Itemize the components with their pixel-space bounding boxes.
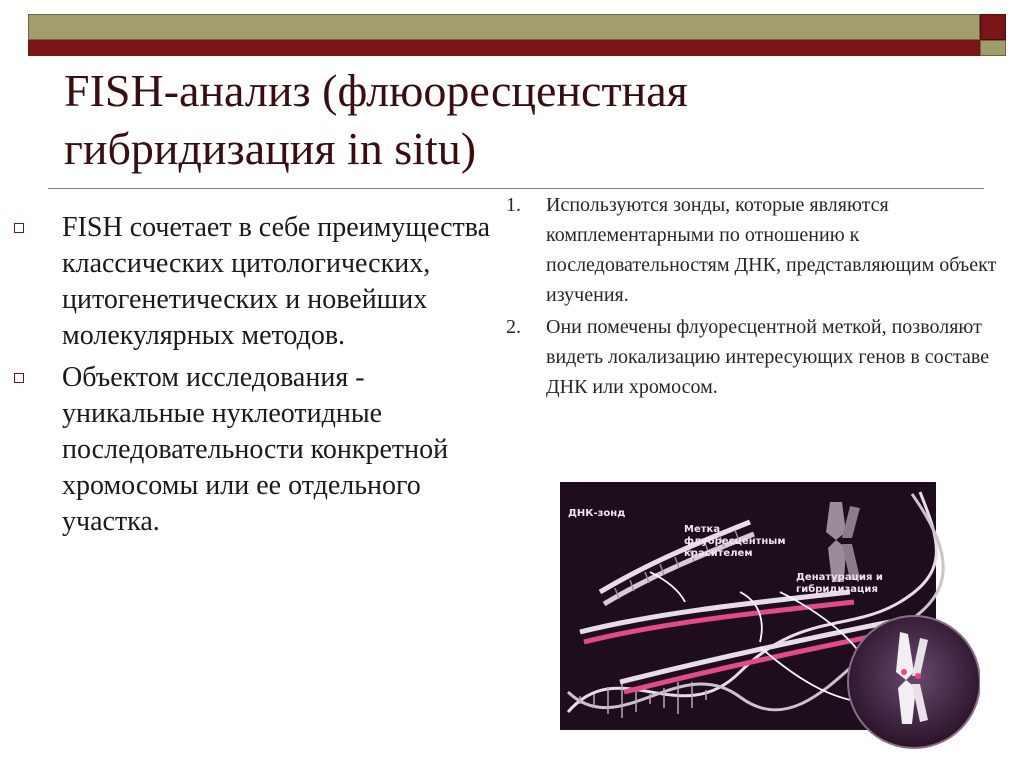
item-text: Используются зонды, которые являются комплементарными по отношению к последовательностям ДНК, представляющим объект изучения. xyxy=(546,194,997,306)
dna-ribbon xyxy=(580,592,850,632)
square-bullet-icon xyxy=(14,223,24,233)
numbered-list xyxy=(506,190,1006,404)
header-decor-olive-bar xyxy=(28,14,980,40)
bullet-text: FISH сочетает в себе преимущества классических цитологических, цитогенетических и новейших молекулярных методов. xyxy=(62,212,491,351)
slide-title-line-2: гибридизация in situ) xyxy=(64,123,477,174)
bullet-text: Объектом исследования - уникальные нуклеотидные последовательности конкретной хромосомы или ее отдельного участка. xyxy=(62,362,449,537)
label-dna-probe: ДНК-зонд xyxy=(568,508,626,519)
fish-diagram-illustration xyxy=(560,482,980,762)
numbered-item xyxy=(506,190,1006,310)
fish-diagram-figure xyxy=(560,482,980,762)
chromosome-icon xyxy=(826,502,860,582)
slide-title-line-1: FISH-анализ (флюоресценстная xyxy=(64,65,688,116)
bullet-item xyxy=(14,210,494,354)
label-fluorescent-marker-1: Метка xyxy=(684,524,721,535)
corner-decor-red xyxy=(980,14,1006,40)
left-bullet-list xyxy=(14,210,494,546)
title-divider xyxy=(48,188,984,189)
nucleus-circle xyxy=(848,616,980,748)
header-decor-red-bar xyxy=(28,40,980,56)
item-text: Они помечены флуоресцентной меткой, позволяют видеть локализацию интересующих генов в составе ДНК или хромосом. xyxy=(546,316,990,398)
label-denaturation-2: гибридизация xyxy=(796,584,878,595)
square-bullet-icon xyxy=(14,373,24,383)
slide-title xyxy=(64,62,964,178)
label-denaturation-1: Денатурация и xyxy=(796,572,883,583)
item-number: 2. xyxy=(506,316,521,338)
label-fluorescent-marker-2: флуоресцентным xyxy=(684,536,786,547)
corner-decor-olive xyxy=(980,40,1006,56)
item-number: 1. xyxy=(506,194,521,216)
bullet-item xyxy=(14,360,494,540)
numbered-item xyxy=(506,312,1006,402)
label-fluorescent-marker-3: красителем xyxy=(684,548,753,559)
